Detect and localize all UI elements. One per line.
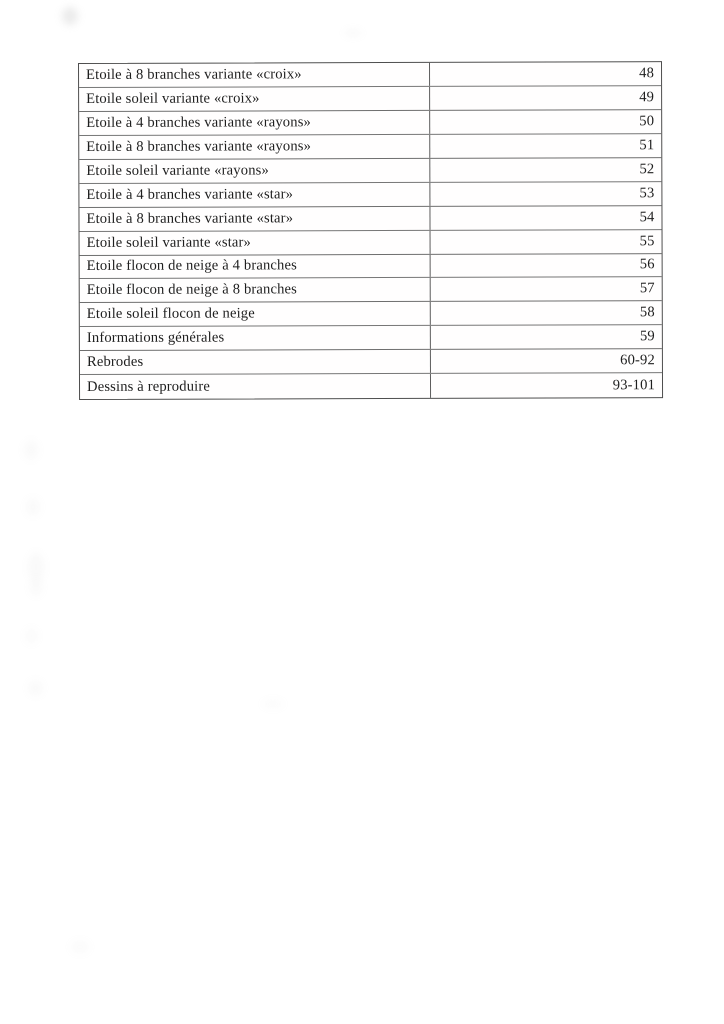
- row-label: Rebrodes: [80, 350, 431, 374]
- table-row: [79, 62, 661, 88]
- table-row: [79, 206, 661, 232]
- row-label: Etoile soleil variante «star»: [80, 230, 431, 254]
- table-row: [79, 86, 661, 112]
- scan-smudge: [344, 30, 362, 36]
- contents-table: [78, 61, 663, 400]
- table-row: [79, 110, 661, 136]
- table-row: [80, 230, 662, 256]
- row-page-number: 54: [639, 208, 655, 225]
- scan-smudge: [70, 940, 90, 954]
- row-label: Etoile à 8 branches variante «croix»: [79, 63, 430, 87]
- row-label: Etoile soleil flocon de neige: [80, 302, 431, 326]
- row-label: Etoile à 4 branches variante «star»: [79, 183, 430, 207]
- row-label: Etoile à 8 branches variante «star»: [79, 207, 430, 231]
- scan-smudge: [262, 700, 284, 708]
- table-row: [80, 254, 662, 280]
- table-row: [80, 278, 662, 304]
- row-page-number: 57: [639, 280, 655, 297]
- row-label: Etoile à 8 branches variante «rayons»: [79, 135, 430, 159]
- scan-smudge: [28, 680, 43, 696]
- scan-smudge: [24, 440, 38, 460]
- scan-smudge: [62, 7, 78, 25]
- table-row: [80, 302, 662, 328]
- row-page-number: 60-92: [620, 352, 655, 369]
- row-label: Dessins à reproduire: [80, 374, 431, 399]
- row-label: Etoile à 4 branches variante «rayons»: [79, 111, 430, 135]
- row-label: Etoile soleil variante «rayons»: [79, 159, 430, 183]
- scan-smudge: [28, 552, 44, 582]
- row-page-number: 58: [639, 304, 655, 321]
- row-page-number: 53: [639, 184, 655, 201]
- row-label: Etoile soleil variante «croix»: [79, 87, 430, 111]
- row-page-number: 52: [639, 160, 655, 177]
- row-page-number: 55: [639, 232, 655, 249]
- row-page-number: 56: [639, 256, 655, 273]
- row-page-number: 51: [639, 136, 655, 154]
- table-row: [79, 134, 661, 160]
- row-label: Informations générales: [80, 326, 431, 350]
- scan-smudge: [25, 628, 38, 644]
- row-page-number: 49: [639, 89, 655, 106]
- table-row: [79, 158, 661, 184]
- scan-smudge: [30, 578, 42, 596]
- table-row: [80, 373, 662, 399]
- row-page-number: 48: [639, 65, 655, 82]
- row-page-number: 93-101: [612, 376, 656, 393]
- table-row: [80, 325, 662, 351]
- table-row: [79, 182, 661, 208]
- row-page-number: 59: [639, 328, 655, 345]
- row-label: Etoile flocon de neige à 8 branches: [80, 278, 431, 302]
- row-label: Etoile flocon de neige à 4 branches: [80, 254, 431, 278]
- row-page-number: 50: [639, 113, 655, 130]
- table-row: [80, 349, 662, 375]
- scan-smudge: [26, 498, 40, 516]
